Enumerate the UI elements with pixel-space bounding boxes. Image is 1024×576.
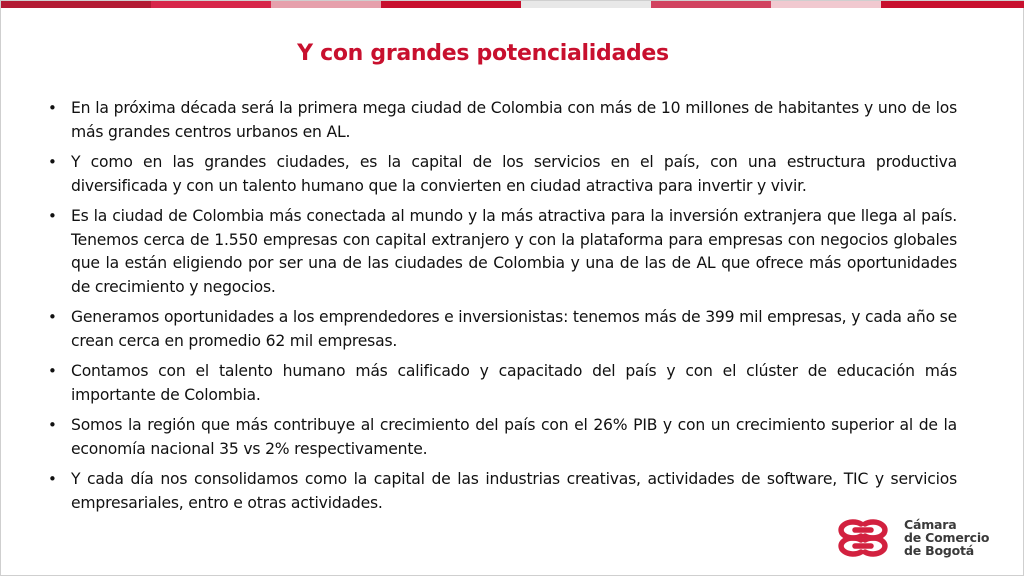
bullet-icon: •: [48, 99, 57, 117]
slide-title: Y con grandes potencialidades: [297, 41, 669, 66]
top-bar-segment: [271, 1, 381, 8]
top-bar-segment: [151, 1, 271, 8]
logo-line-1: Cámara: [904, 516, 957, 532]
bullet-icon: •: [48, 362, 57, 380]
list-item: [45, 97, 957, 144]
top-bar-segment: [1, 1, 151, 8]
top-bar-segment: [521, 1, 651, 8]
bullet-icon: •: [48, 470, 57, 488]
bullet-list: [45, 97, 957, 522]
bullet-text: En la próxima década será la primera mega ciudad de Colombia con más de 10 millones de habitantes y uno de los más grandes centros urbanos en AL.: [71, 99, 957, 141]
bullet-icon: •: [48, 153, 57, 171]
bullet-icon: •: [48, 416, 57, 434]
ccb-logo-icon: [828, 516, 898, 558]
bullet-icon: •: [48, 207, 57, 225]
top-bar-segment: [881, 1, 1024, 8]
list-item: [45, 468, 957, 515]
list-item: [45, 360, 957, 407]
bullet-text: Y cada día nos consolidamos como la capital de las industrias creativas, actividades de software, TIC y servicios empresariales, entro e otras actividades.: [71, 470, 957, 512]
list-item: [45, 306, 957, 353]
bullet-text: Generamos oportunidades a los emprendedores e inversionistas: tenemos más de 399 mil empresas, y cada año se crean cerca en promedio 62 mil empresas.: [71, 308, 957, 350]
list-item: [45, 414, 957, 461]
top-bar-segment: [381, 1, 521, 8]
bullet-text: Es la ciudad de Colombia más conectada al mundo y la más atractiva para la inversión extranjera que llega al país. Tenemos cerca de 1.550 empresas con capital extranjero y con la plataforma para empresas con negocios globales que la están eligiendo por ser una de las ciudades de Colombia y una de las de AL que ofrece más oportunidades de crecimiento y negocios.: [71, 207, 957, 296]
logo-line-2: de Comercio: [904, 529, 990, 545]
ccb-logo: [828, 511, 1003, 563]
top-bar-segment: [651, 1, 771, 8]
top-color-bar: [1, 1, 1024, 8]
logo-text: [904, 518, 989, 557]
list-item: [45, 151, 957, 198]
logo-line-3: de Bogotá: [904, 542, 975, 558]
list-item: [45, 205, 957, 299]
bullet-icon: •: [48, 308, 57, 326]
bullet-text: Contamos con el talento humano más calificado y capacitado del país y con el clúster de educación más importante de Colombia.: [71, 362, 957, 404]
bullet-text: Y como en las grandes ciudades, es la capital de los servicios en el país, con una estructura productiva diversificada y con un talento humano que la convierten en ciudad atractiva para invertir y vivir.: [71, 153, 957, 195]
bullet-text: Somos la región que más contribuye al crecimiento del país con el 26% PIB y con un crecimiento superior al de la economía nacional 35 vs 2% respectivamente.: [71, 416, 957, 458]
top-bar-segment: [771, 1, 881, 8]
